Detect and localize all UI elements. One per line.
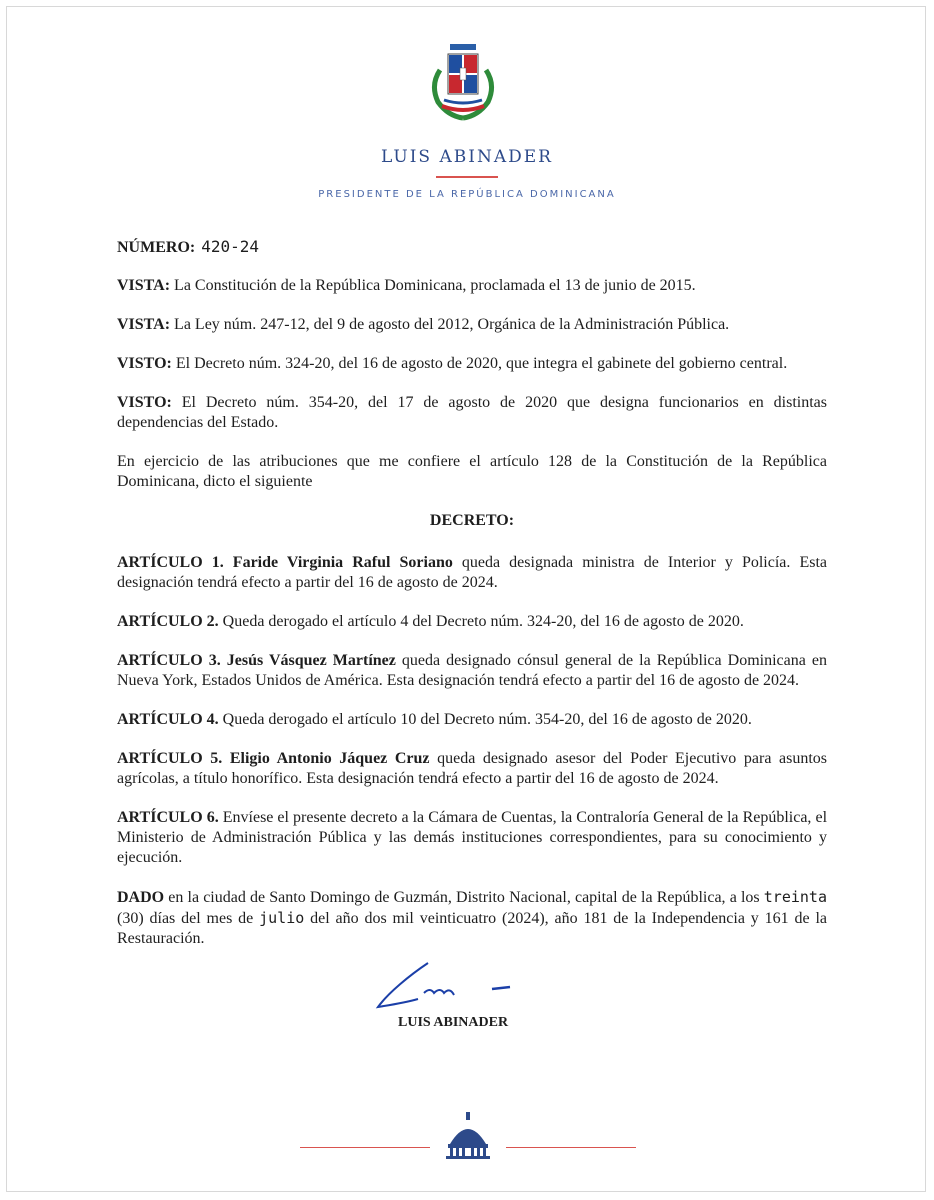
dado-day-number: (30) bbox=[117, 910, 144, 927]
decree-body bbox=[117, 237, 827, 968]
president-name-header: LUIS ABINADER bbox=[381, 147, 553, 167]
considerando-text: La Constitución de la República Dominicana, proclamada el 13 de junio de 2015. bbox=[170, 277, 696, 294]
dado-text: días del mes de bbox=[143, 910, 260, 927]
article-text: Queda derogado el artículo 10 del Decreto núm. 354-20, del 16 de agosto de 2020. bbox=[218, 711, 752, 728]
considerando bbox=[117, 276, 827, 296]
ejercicio-paragraph: En ejercicio de las atribuciones que me confiere el artículo 128 de la Constitución de la República Dominicana, dicto el siguiente bbox=[117, 453, 827, 490]
dado-paragraph bbox=[117, 887, 827, 949]
decree-number bbox=[117, 237, 827, 258]
considerando-label: VISTO: bbox=[117, 355, 172, 372]
considerando-text: El Decreto núm. 354-20, del 17 de agosto de 2020 que designa funcionarios en distintas dependencias del Estado. bbox=[117, 394, 827, 431]
dado-label: DADO bbox=[117, 889, 165, 906]
footer-rule-left bbox=[300, 1147, 430, 1148]
article-label: ARTÍCULO 6. bbox=[117, 809, 219, 826]
considerando-label: VISTA: bbox=[117, 316, 171, 333]
considerando-text: El Decreto núm. 324-20, del 16 de agosto de 2020, que integra el gabinete del gobierno central. bbox=[171, 355, 788, 372]
president-title-header: PRESIDENTE DE LA REPÚBLICA DOMINICANA bbox=[318, 189, 616, 200]
signature-name: LUIS ABINADER bbox=[398, 1015, 509, 1030]
dado-text: del año dos mil veinticuatro (2024), año 181 de la Independencia y 161 de la Restauración. bbox=[117, 910, 827, 947]
decree-number-value: 420-24 bbox=[201, 237, 260, 256]
article-label: ARTÍCULO 2. bbox=[117, 613, 219, 630]
article bbox=[117, 651, 827, 691]
article-person: Jesús Vásquez Martínez bbox=[220, 652, 396, 669]
article-text: queda designado cónsul general de la República Dominicana en Nueva York, Estados Unidos de América. Esta designación tendrá efecto a partir del 16 de agosto de 2024. bbox=[117, 652, 827, 689]
considerando bbox=[117, 354, 827, 374]
article-person: Faride Virginia Raful Soriano bbox=[223, 554, 453, 571]
article bbox=[117, 808, 827, 868]
considerando bbox=[117, 315, 827, 335]
article bbox=[117, 749, 827, 789]
article-person: Eligio Antonio Jáquez Cruz bbox=[222, 750, 430, 767]
article bbox=[117, 553, 827, 593]
header-divider bbox=[436, 176, 498, 178]
dado-text: en la ciudad de Santo Domingo de Guzmán, Distrito Nacional, capital de la República, a los bbox=[164, 889, 764, 906]
dado-month: julio bbox=[259, 909, 305, 927]
considerando-label: VISTA: bbox=[117, 277, 171, 294]
decree-number-label: NÚMERO: bbox=[117, 239, 196, 256]
coat-of-arms-icon bbox=[428, 40, 498, 122]
footer-rule-right bbox=[506, 1147, 636, 1148]
article-label: ARTÍCULO 5. bbox=[117, 750, 223, 767]
considerando bbox=[117, 393, 827, 433]
article-text: queda designada ministra de Interior y Policía. Esta designación tendrá efecto a partir del 16 de agosto de 2024. bbox=[117, 554, 827, 591]
considerando-text: La Ley núm. 247-12, del 9 de agosto del 2012, Orgánica de la Administración Pública. bbox=[170, 316, 730, 333]
article-text: Queda derogado el artículo 4 del Decreto núm. 324-20, del 16 de agosto de 2020. bbox=[218, 613, 744, 630]
article-label: ARTÍCULO 1. bbox=[117, 554, 224, 571]
decreto-heading: DECRETO: bbox=[429, 512, 515, 529]
article-text: queda designado asesor del Poder Ejecutivo para asuntos agrícolas, a título honorífico. Esta designación tendrá efecto a partir del 16 de agosto de 2024. bbox=[117, 750, 828, 787]
considerando-label: VISTO: bbox=[117, 394, 172, 411]
dado-day-word: treinta bbox=[763, 888, 827, 906]
article-label: ARTÍCULO 4. bbox=[117, 711, 219, 728]
article-text: Envíese el presente decreto a la Cámara de Cuentas, la Contraloría General de la República, el Ministerio de Administración Pública y las demás instituciones correspondientes, para su conocimiento y ejecución. bbox=[117, 809, 828, 866]
article bbox=[117, 612, 827, 632]
article bbox=[117, 710, 827, 730]
article-label: ARTÍCULO 3. bbox=[117, 652, 221, 669]
palace-dome-icon bbox=[444, 1110, 492, 1160]
